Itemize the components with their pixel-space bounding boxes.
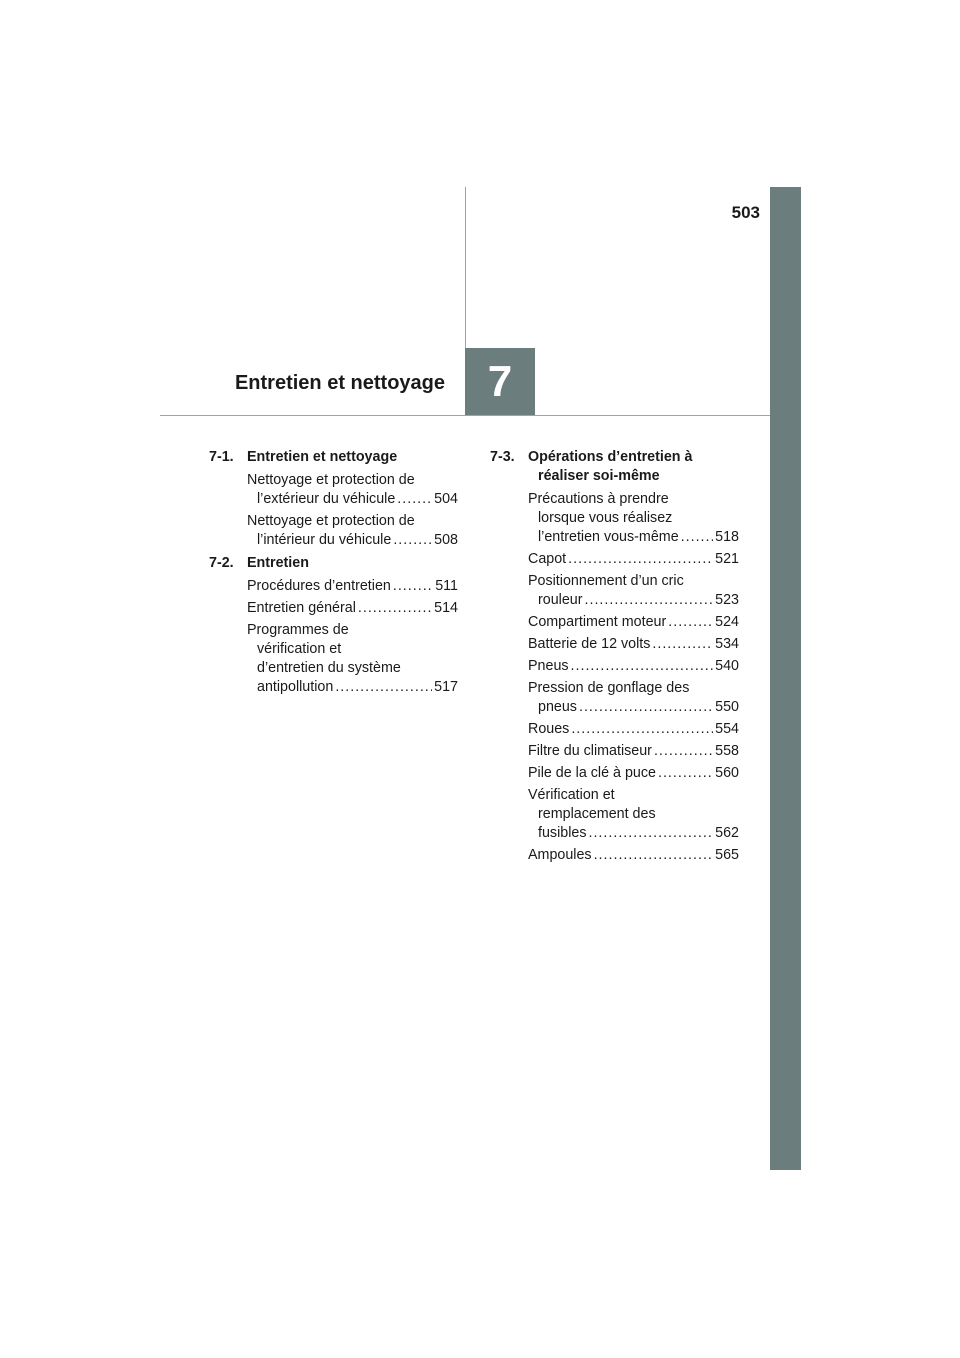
toc-entry-text: rouleur — [538, 592, 583, 608]
toc-page-number: 521 — [715, 551, 739, 567]
section-title — [247, 554, 458, 573]
toc-entry-last-line — [528, 720, 739, 739]
toc-page-number: 508 — [434, 532, 458, 548]
section-number: 7-1. — [209, 449, 234, 465]
toc-page-number: 550 — [715, 699, 739, 715]
section-title — [528, 448, 739, 486]
toc-entry-text: Pression de gonflage des — [528, 680, 690, 696]
toc-entry — [247, 577, 458, 596]
dot-leader — [579, 698, 713, 717]
dot-leader — [393, 577, 433, 596]
dot-leader — [571, 720, 713, 739]
toc-entry-text: Vérification et — [528, 787, 615, 803]
dot-leader — [393, 531, 432, 550]
toc-entry-text: Pile de la clé à puce — [528, 765, 656, 781]
toc-entry — [528, 679, 739, 717]
toc-entry-last-line — [247, 599, 458, 618]
toc-page-number: 517 — [434, 679, 458, 695]
dot-leader — [335, 678, 432, 697]
toc-entry — [247, 599, 458, 618]
toc-entry-text: Ampoules — [528, 847, 592, 863]
toc-entry-list — [528, 490, 739, 865]
toc-page-number: 562 — [715, 825, 739, 841]
toc-entry-last-line — [528, 657, 739, 676]
toc-entry — [528, 720, 739, 739]
toc-entry-list — [247, 577, 458, 697]
horizontal-divider — [160, 415, 770, 416]
section-title-line: Entretien — [247, 555, 309, 571]
dot-leader — [652, 635, 713, 654]
toc-entry-text: l’intérieur du véhicule — [257, 532, 392, 548]
toc-entry-text: d’entretien du système — [257, 660, 401, 676]
section-number: 7-2. — [209, 555, 234, 571]
toc-entry-text: vérification et — [257, 641, 342, 657]
chapter-side-tab — [770, 187, 801, 1170]
toc-entry-last-line — [528, 635, 739, 654]
toc-entry — [528, 657, 739, 676]
dot-leader — [358, 599, 432, 618]
toc-entry — [528, 572, 739, 610]
toc-entry-last-line — [528, 824, 739, 843]
dot-leader — [681, 528, 713, 547]
toc-page-number: 514 — [434, 600, 458, 616]
toc-entry — [528, 786, 739, 843]
toc-entry-text: lorsque vous réalisez — [538, 510, 673, 526]
toc-entry-text: Compartiment moteur — [528, 614, 667, 630]
chapter-title: Entretien et nettoyage — [234, 372, 445, 394]
dot-leader — [668, 613, 713, 632]
toc-page-number: 511 — [435, 578, 458, 594]
section-title-line: Opérations d’entretien à — [528, 449, 693, 465]
toc-entry-last-line — [528, 846, 739, 865]
toc-entry-text: Précautions à prendre — [528, 491, 669, 507]
toc-page-number: 540 — [715, 658, 739, 674]
toc-entry-list — [247, 471, 458, 550]
toc-entry-text: fusibles — [538, 825, 587, 841]
page-number: 503 — [731, 203, 760, 222]
dot-leader — [571, 657, 714, 676]
toc-page-number: 524 — [715, 614, 739, 630]
toc-entry-text: remplacement des — [538, 806, 656, 822]
toc-entry — [528, 613, 739, 632]
vertical-divider — [465, 187, 466, 349]
section-title-line: Entretien et nettoyage — [247, 449, 398, 465]
toc-entry-text: Capot — [528, 551, 567, 567]
toc-entry-text: l’entretien vous-même — [538, 529, 679, 545]
toc-section-heading — [490, 448, 739, 486]
chapter-number-box: 7 — [465, 348, 535, 416]
dot-leader — [585, 591, 714, 610]
section-title-line: réaliser soi-même — [538, 468, 660, 484]
toc-entry — [247, 471, 458, 509]
toc-entry-last-line — [247, 490, 458, 509]
toc-entry-text: antipollution — [257, 679, 334, 695]
toc-entry-text: Nettoyage et protection de — [247, 472, 415, 488]
toc-entry-text: Filtre du climatiseur — [528, 743, 652, 759]
toc-page-number: 523 — [715, 592, 739, 608]
toc-entry-text: Positionnement d’un cric — [528, 573, 684, 589]
toc-entry-text: Roues — [528, 721, 570, 737]
toc-entry-last-line — [247, 577, 458, 596]
toc-page-number: 518 — [715, 529, 739, 545]
toc-entry-last-line — [528, 550, 739, 569]
toc-page-number: 554 — [715, 721, 739, 737]
toc-entry — [528, 742, 739, 761]
toc-entry — [528, 550, 739, 569]
toc-entry-last-line — [528, 764, 739, 783]
toc-entry — [528, 846, 739, 865]
toc-entry — [528, 764, 739, 783]
dot-leader — [594, 846, 714, 865]
toc-section-heading — [209, 554, 458, 573]
toc-entry-text: Procédures d’entretien — [247, 578, 391, 594]
toc-entry-last-line — [528, 613, 739, 632]
toc-entry-last-line — [528, 698, 739, 717]
toc-entry-last-line — [247, 531, 458, 550]
dot-leader — [658, 764, 713, 783]
dot-leader — [568, 550, 713, 569]
toc-page-number: 558 — [715, 743, 739, 759]
dot-leader — [588, 824, 713, 843]
toc-entry — [247, 621, 458, 697]
toc-entry-text: Pneus — [528, 658, 569, 674]
toc-page-number: 504 — [434, 491, 458, 507]
toc-page-number: 534 — [715, 636, 739, 652]
toc-entry-last-line — [528, 528, 739, 547]
toc-page-number: 560 — [715, 765, 739, 781]
toc-section-heading — [209, 448, 458, 467]
toc-entry-text: Programmes de — [247, 622, 349, 638]
toc-entry — [528, 490, 739, 547]
toc-page-number: 565 — [715, 847, 739, 863]
toc-column-right — [490, 448, 739, 869]
toc-entry-last-line — [528, 591, 739, 610]
toc-entry-text: pneus — [538, 699, 577, 715]
toc-entry-text: Nettoyage et protection de — [247, 513, 415, 529]
toc-entry — [528, 635, 739, 654]
section-number: 7-3. — [490, 449, 515, 465]
toc-entry-text: l’extérieur du véhicule — [257, 491, 396, 507]
toc-entry-last-line — [247, 678, 458, 697]
toc-column-left — [209, 448, 458, 701]
toc-entry-last-line — [528, 742, 739, 761]
dot-leader — [654, 742, 713, 761]
toc-entry — [247, 512, 458, 550]
dot-leader — [397, 490, 432, 509]
section-title — [247, 448, 458, 467]
toc-entry-text: Batterie de 12 volts — [528, 636, 651, 652]
toc-entry-text: Entretien général — [247, 600, 356, 616]
